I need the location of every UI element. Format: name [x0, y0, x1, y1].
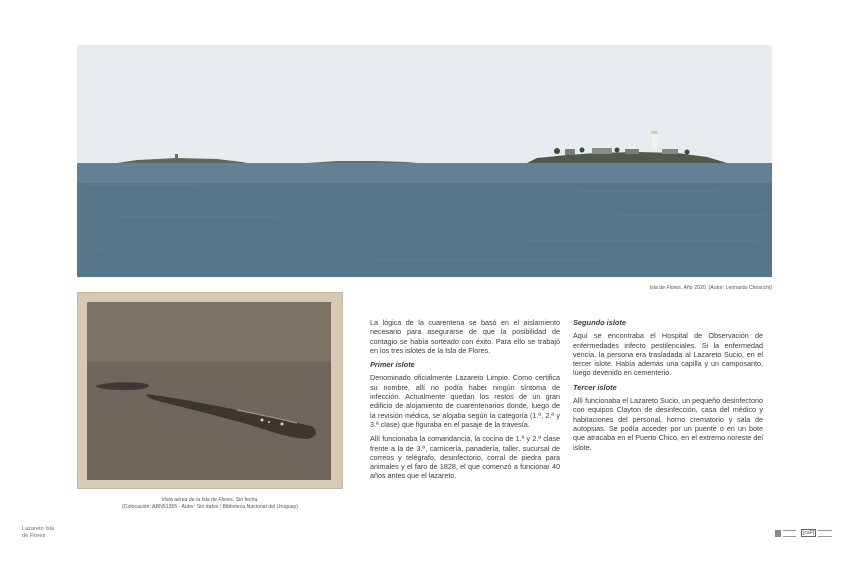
institution-logo — [775, 529, 797, 537]
aerial-caption-date: Sin fecha. — [234, 497, 259, 503]
footer-title-line-2: de Flores — [22, 532, 46, 539]
panorama-caption — [520, 285, 772, 291]
heading-tercer-islote: Tercer islote — [573, 382, 617, 392]
footer-title-line-1: Lazareto Isla — [22, 526, 55, 532]
panorama-photo — [77, 45, 772, 277]
cap-logo — [801, 529, 832, 537]
footer-logos — [775, 528, 832, 538]
aerial-photo-frame — [77, 292, 343, 489]
aerial-scene — [87, 302, 331, 480]
aerial-caption-title-line — [100, 497, 320, 504]
heading-segundo-islote: Segundo islote — [573, 318, 626, 327]
text-column-2 — [573, 318, 763, 457]
institution-logo-mark-icon — [775, 530, 781, 537]
intro-paragraph: La lógica de la cuarentena se basó en el aislamiento necesario para asegurarse de que la posibilidad de contagio se había sorteado con éxito. Para ello se trabajó en los tres islotes de la Isla de Flores. — [370, 318, 560, 355]
primer-islote-paragraph-1: Denominado oficialmente Lazareto Limpio. Como certifica su nombre, allí no podía haber ningún síntoma de infección. Actualmente quedan los restos de un gran edificio de alojamiento de cuarentenarios donde, luego de la revisión médica, se alojaba según la categoría (1.ª, 2.ª y 3.ª clase) que figuraba en el pasaje de la travesía. — [370, 373, 560, 429]
tercer-islote-paragraph: Allí funcionaba el Lazareto Sucio, un pequeño desinfectorio con equipos Clayton de desinfección, casa del médico y habitaciones del personal, horno crematorio y sala de autopsias. Se podía acceder por un puente o en un bote que atracaba en el Puerto Chico, en el extremo noreste del islote. — [573, 396, 763, 452]
institution-logo-text-lines — [783, 530, 796, 537]
footer-title — [22, 526, 82, 540]
panorama-caption-author: (Autor: Leonardo Choscchi) — [707, 285, 772, 291]
text-column-1 — [370, 318, 560, 486]
cap-logo-mark: [caP] — [803, 530, 815, 536]
panorama-scene — [77, 45, 772, 277]
heading-primer-islote: Primer islote — [370, 360, 415, 370]
segundo-islote-paragraph: Aquí se encontraba el Hospital de Observación de enfermedades infecto pestilenciales. Si la enfermedad vencía, la persona era trasladada al Lazareto Sucio, en el tercer islote. Había además una capilla y un camposanto, luego devenido en cementerio. — [573, 331, 763, 378]
aerial-photo — [87, 302, 331, 480]
panorama-caption-title: Isla de Flores. — [649, 285, 683, 291]
panorama-caption-year: Año 2020. — [682, 285, 708, 291]
cap-logo-text-lines — [818, 530, 832, 537]
aerial-caption-credit: (Colocación: ABN51355 · Autor: Sin datos / Biblioteca Nacional del Uruguay) — [122, 504, 298, 510]
primer-islote-paragraph-2: Allí funcionaba la comandancia, la cocina de 1.ª y 2.ª clase frente a la de 3.ª, carnicería, panadería, taller, sucursal de correos y telégrafo, desinfectorio, corral de piedra para animales y el faro de 1828, el que comenzó a funcionar 40 años antes que el lazareto. — [370, 434, 560, 481]
aerial-caption-title: Vista aérea de la Isla de Flores. — [161, 497, 235, 503]
aerial-caption — [100, 497, 320, 511]
